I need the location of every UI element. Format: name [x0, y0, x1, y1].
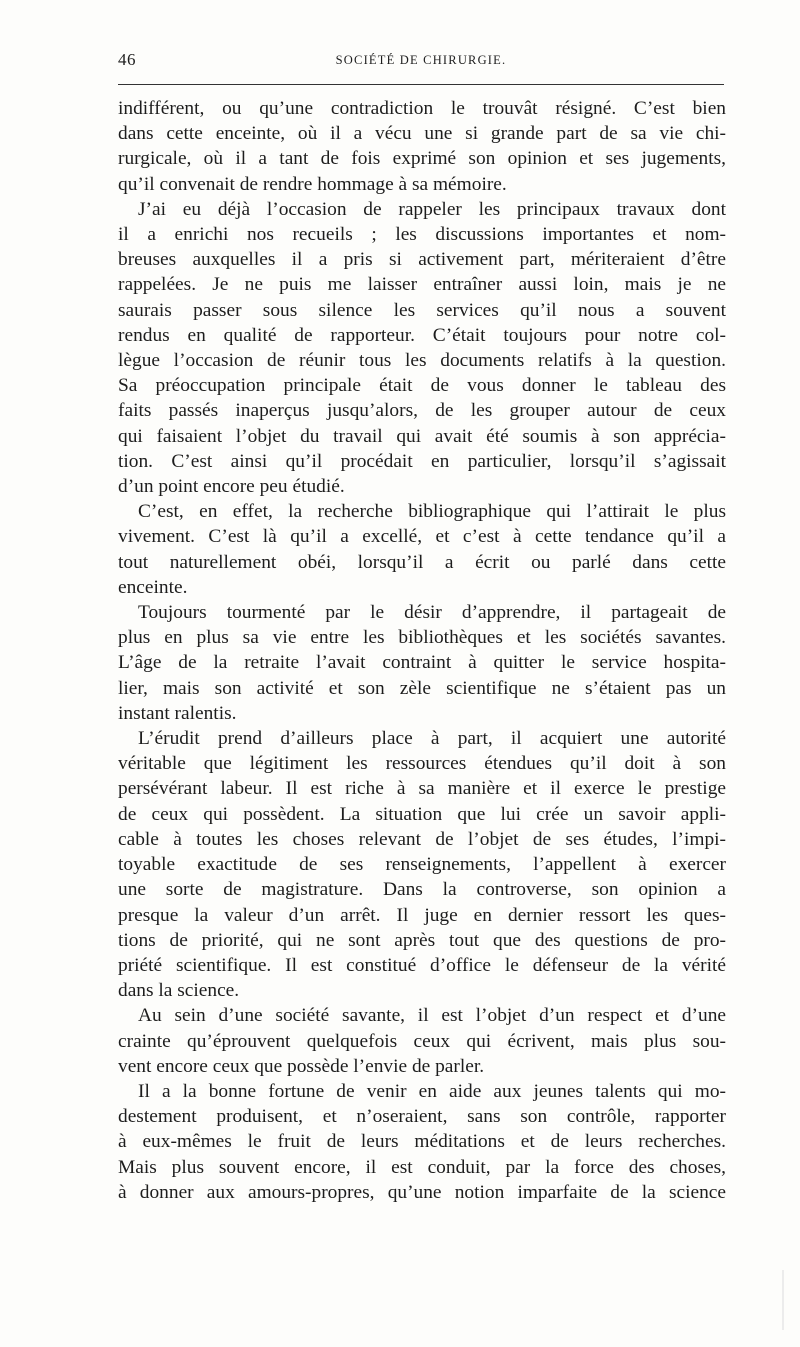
text-line: lègue l’occasion de réunir tous les documents relatifs à la question.: [118, 350, 726, 372]
page-number: 46: [118, 50, 136, 69]
running-title: SOCIÉTÉ DE CHIRURGIE.: [335, 53, 507, 67]
text-line: il a enrichi nos recueils ; les discussions importantes et nom-: [118, 224, 726, 246]
text-line: faits passés inaperçus jusqu’alors, de les grouper autour de ceux: [118, 400, 726, 422]
text-line: Il a la bonne fortune de venir en aide aux jeunes talents qui mo-: [138, 1080, 726, 1102]
paragraph-4: [118, 600, 726, 726]
text-line: plus en plus sa vie entre les bibliothèques et les sociétés savantes.: [118, 627, 726, 649]
text-line: vent encore ceux que possède l’envie de parler.: [118, 1055, 485, 1077]
text-line: destement produisent, et n’oseraient, sans son contrôle, rapporter: [118, 1106, 726, 1128]
text-line: à eux-mêmes le fruit de leurs méditations et de leurs recherches.: [118, 1131, 726, 1153]
text-line: enceinte.: [118, 576, 188, 598]
text-line: instant ralentis.: [118, 702, 237, 724]
paragraph-7: [118, 1079, 726, 1205]
paragraph-2: [118, 197, 726, 499]
text-line: Mais plus souvent encore, il est conduit, par la force des choses,: [118, 1156, 726, 1178]
text-line: cable à toutes les choses relevant de l’objet de ses études, l’impi-: [118, 828, 726, 850]
text-line: qu’il convenait de rendre hommage à sa mémoire.: [118, 173, 507, 195]
text-line: dans la science.: [118, 980, 240, 1002]
text-line: L’âge de la retraite l’avait contraint à quitter le service hospita-: [118, 652, 726, 674]
text-line: Au sein d’une société savante, il est l’objet d’un respect et d’une: [138, 1005, 726, 1027]
text-line: tion. C’est ainsi qu’il procédait en particulier, lorsqu’il s’agissait: [118, 450, 726, 472]
text-line: à donner aux amours-propres, qu’une notion imparfaite de la science: [118, 1181, 726, 1203]
text-line: véritable que légitiment les ressources étendues qu’il doit à son: [118, 753, 726, 775]
text-line: d’un point encore peu étudié.: [118, 476, 345, 498]
text-line: tions de priorité, qui ne sont après tout que des questions de pro-: [118, 929, 726, 951]
paragraph-6: [118, 1003, 726, 1079]
text-line: vivement. C’est là qu’il a excellé, et c’est à cette tendance qu’il a: [118, 526, 726, 548]
text-line: C’est, en effet, la recherche bibliographique qui l’attirait le plus: [138, 501, 726, 523]
text-line: dans cette enceinte, où il a vécu une si grande part de sa vie chi-: [118, 123, 726, 145]
text-line: de ceux qui possèdent. La situation que lui crée un savoir appli-: [118, 803, 726, 825]
text-line: lier, mais son activité et son zèle scientifique ne s’étaient pas un: [118, 677, 726, 699]
text-line: saurais passer sous silence les services qu’il nous a souvent: [118, 299, 726, 321]
paragraph-1: [118, 96, 726, 197]
text-line: tout naturellement obéi, lorsqu’il a écrit ou parlé dans cette: [118, 551, 726, 573]
text-line: rendus en qualité de rapporteur. C’était toujours pour notre col-: [118, 324, 726, 346]
text-line: Sa préoccupation principale était de vous donner le tableau des: [118, 375, 726, 397]
text-line: crainte qu’éprouvent quelquefois ceux qui écrivent, mais plus sou-: [118, 1030, 726, 1052]
text-line: persévérant labeur. Il est riche à sa manière et il exerce le prestige: [118, 778, 726, 800]
text-line: rurgicale, où il a tant de fois exprimé son opinion et ses jugements,: [118, 148, 726, 170]
text-line: breuses auxquelles il a pris si activement part, mériteraient d’être: [118, 249, 726, 271]
paragraph-5: [118, 726, 726, 1003]
text-line: presque la valeur d’un arrêt. Il juge en dernier ressort les ques-: [118, 904, 726, 926]
text-line: rappelées. Je ne puis me laisser entraîner aussi loin, mais je ne: [118, 274, 726, 296]
text-line: toyable exactitude de ses renseignements, l’appellent à exercer: [118, 854, 726, 876]
text-line: priété scientifique. Il est constitué d’office le défenseur de la vérité: [118, 954, 726, 976]
paragraph-3: [118, 499, 726, 600]
text-line: une sorte de magistrature. Dans la controverse, son opinion a: [118, 879, 726, 901]
text-line: qui faisaient l’objet du travail qui avait été soumis à son apprécia-: [118, 425, 726, 447]
header-rule: [118, 84, 724, 85]
text-line: Toujours tourmenté par le désir d’apprendre, il partageait de: [138, 602, 726, 624]
body-text: [118, 96, 726, 1205]
text-line: L’érudit prend d’ailleurs place à part, il acquiert une autorité: [138, 728, 726, 750]
page-edge-shadow: [782, 1270, 784, 1330]
text-line: indifférent, ou qu’une contradiction le trouvât résigné. C’est bien: [118, 98, 726, 119]
page-header: [118, 50, 724, 74]
text-line: J’ai eu déjà l’occasion de rappeler les principaux travaux dont: [138, 198, 726, 220]
